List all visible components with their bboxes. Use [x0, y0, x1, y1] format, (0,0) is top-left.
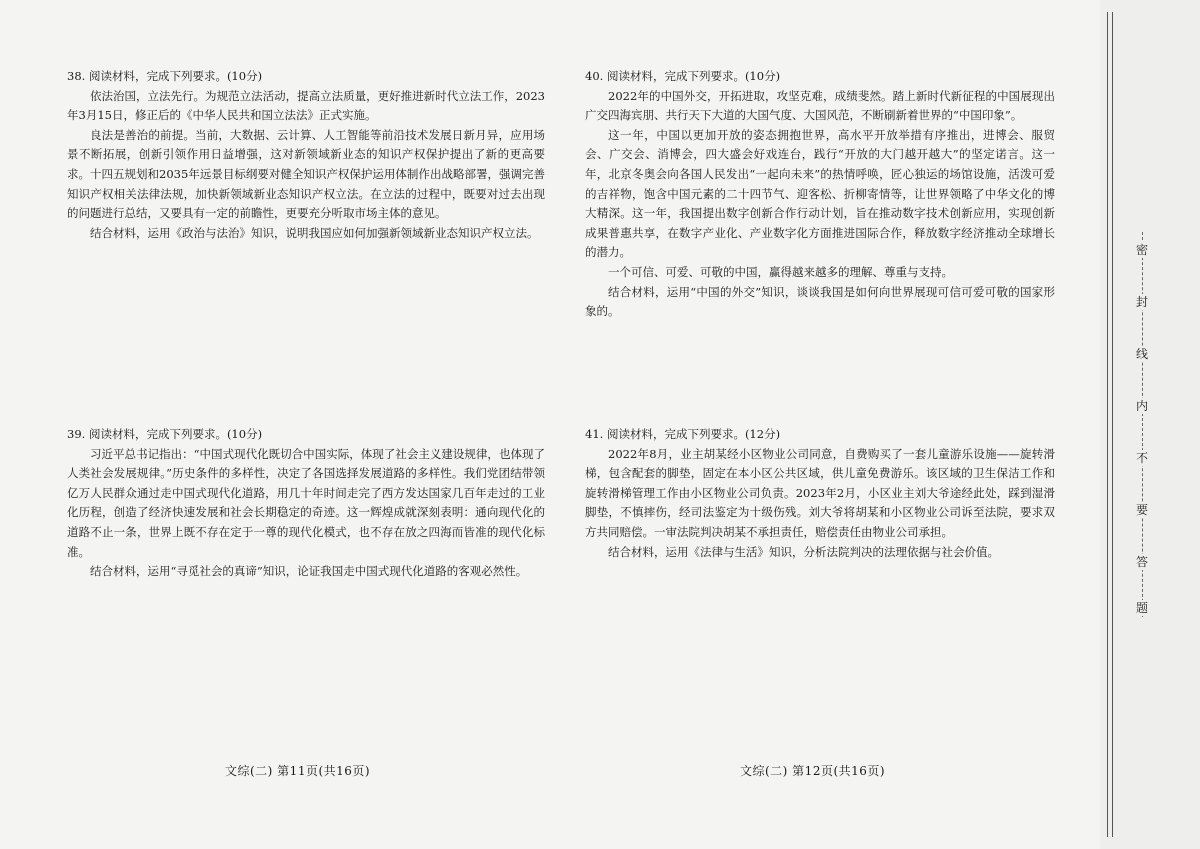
- question-41: [585, 425, 1055, 562]
- page-footer-left: 文综(二) 第11页(共16页): [225, 764, 371, 778]
- gutter-border-line: [1112, 12, 1113, 837]
- question-38: [67, 67, 545, 243]
- question-38-paragraph: 良法是善治的前提。当前，大数据、云计算、人工智能等前沿技术发展日新月异，应用场景不断拓展，创新引领作用日益增强，这对新领域新业态的知识产权保护提出了新的更高要求。十四五规划和2035年远景目标纲要对健全知识产权保护运用体制作出战略部署，强调完善知识产权相关法律法规，加快新领域新业态知识产权立法。在立法的过程中，既要对过去出现的问题进行总结，又要具有一定的前瞻性，更要充分听取市场主体的意见。: [67, 127, 545, 221]
- question-40-prompt: 结合材料，运用“中国的外交”知识，谈谈我国是如何向世界展现可信可爱可敬的国家形象的。: [585, 284, 1055, 319]
- question-38-heading: 38. 阅读材料，完成下列要求。(10分): [67, 69, 263, 83]
- question-41-prompt: 结合材料，运用《法律与生活》知识，分析法院判决的法理依据与社会价值。: [608, 544, 999, 559]
- question-38-prompt: 结合材料，运用《政治与法治》知识，说明我国应如何加强新领域新业态知识产权立法。: [90, 225, 539, 240]
- seal-line-char: 答: [1135, 555, 1148, 569]
- question-39: [67, 425, 545, 582]
- right-page: [580, 0, 1100, 849]
- question-40-paragraph: 一个可信、可爱、可敬的中国，赢得越来越多的理解、尊重与支持。: [608, 264, 953, 279]
- seal-line-char: 封: [1135, 295, 1148, 309]
- left-page: [0, 0, 580, 849]
- seal-line-char: 内: [1135, 399, 1148, 413]
- question-40-paragraph: 2022年的中国外交，开拓进取，攻坚克难，成绩斐然。踏上新时代新征程的中国展现出广交四海宾朋、共行天下大道的大国气度、大国风范，不断刷新着世界的“中国印象”。: [585, 88, 1055, 123]
- page-footer-right: 文综(二) 第12页(共16页): [740, 764, 886, 778]
- question-38-paragraph: 依法治国，立法先行。为规范立法活动，提高立法质量，更好推进新时代立法工作，2023年3月15日，修正后的《中华人民共和国立法法》正式实施。: [67, 88, 545, 123]
- question-41-heading: 41. 阅读材料，完成下列要求。(12分): [585, 427, 781, 441]
- question-39-heading: 39. 阅读材料，完成下列要求。(10分): [67, 427, 263, 441]
- question-40: [585, 67, 1055, 322]
- question-40-heading: 40. 阅读材料，完成下列要求。(10分): [585, 69, 781, 83]
- binding-gutter: [1100, 0, 1200, 849]
- question-40-paragraph: 这一年，中国以更加开放的姿态拥抱世界，高水平开放举措有序推出，进博会、服贸会、广交会、消博会，四大盛会好戏连台，践行“开放的大门越开越大”的坚定诺言。这一年，北京冬奥会向各国人民发出“一起向未来”的热情呼唤，匠心独运的场馆设施，活泼可爱的吉祥物，饱含中国元素的二十四节气、迎客松、折柳寄情等，让世界领略了中华文化的博大精深。这一年，我国提出数字创新合作行动计划，旨在推动数字技术创新应用，实现创新成果普惠共享，在数字产业化、产业数字化方面推进国际合作，释放数字经济推动全球增长的潜力。: [585, 127, 1055, 260]
- seal-line-char: 密: [1135, 243, 1148, 257]
- seal-line-char: 线: [1135, 347, 1148, 361]
- seal-line-char: 题: [1135, 601, 1148, 615]
- question-41-paragraph: 2022年8月，业主胡某经小区物业公司同意，自费购买了一套儿童游乐设施——旋转滑梯，包含配套的脚垫，固定在本小区公共区域，供儿童免费游乐。该区域的卫生保洁工作和旋转滑梯管理工作由小区物业公司负责。2023年2月，小区业主刘大爷途经此处，踩到湿滑脚垫，不慎摔伤，经司法鉴定为十级伤残。刘大爷将胡某和小区物业公司诉至法院，要求双方共同赔偿。一审法院判决胡某不承担责任，赔偿责任由物业公司承担。: [585, 446, 1055, 539]
- question-39-prompt: 结合材料，运用“寻觅社会的真谛”知识，论证我国走中国式现代化道路的客观必然性。: [90, 564, 528, 579]
- question-39-paragraph: 习近平总书记指出：“中国式现代化既切合中国实际，体现了社会主义建设规律，也体现了人类社会发展规律。”历史条件的多样性，决定了各国选择发展道路的多样性。我们党团结带领亿万人民群众通过走中国式现代化道路，用几十年时间走完了西方发达国家几百年走过的工业化历程，创造了经济快速发展和社会长期稳定的奇迹。这一辉煌成就深刻表明：通向现代化的道路不止一条，世界上既不存在定于一尊的现代化模式，也不存在放之四海而皆准的现代化标准。: [67, 446, 545, 559]
- gutter-border-line: [1107, 12, 1108, 837]
- seal-line-char: 要: [1135, 503, 1148, 517]
- seal-line-char: 不: [1135, 451, 1148, 465]
